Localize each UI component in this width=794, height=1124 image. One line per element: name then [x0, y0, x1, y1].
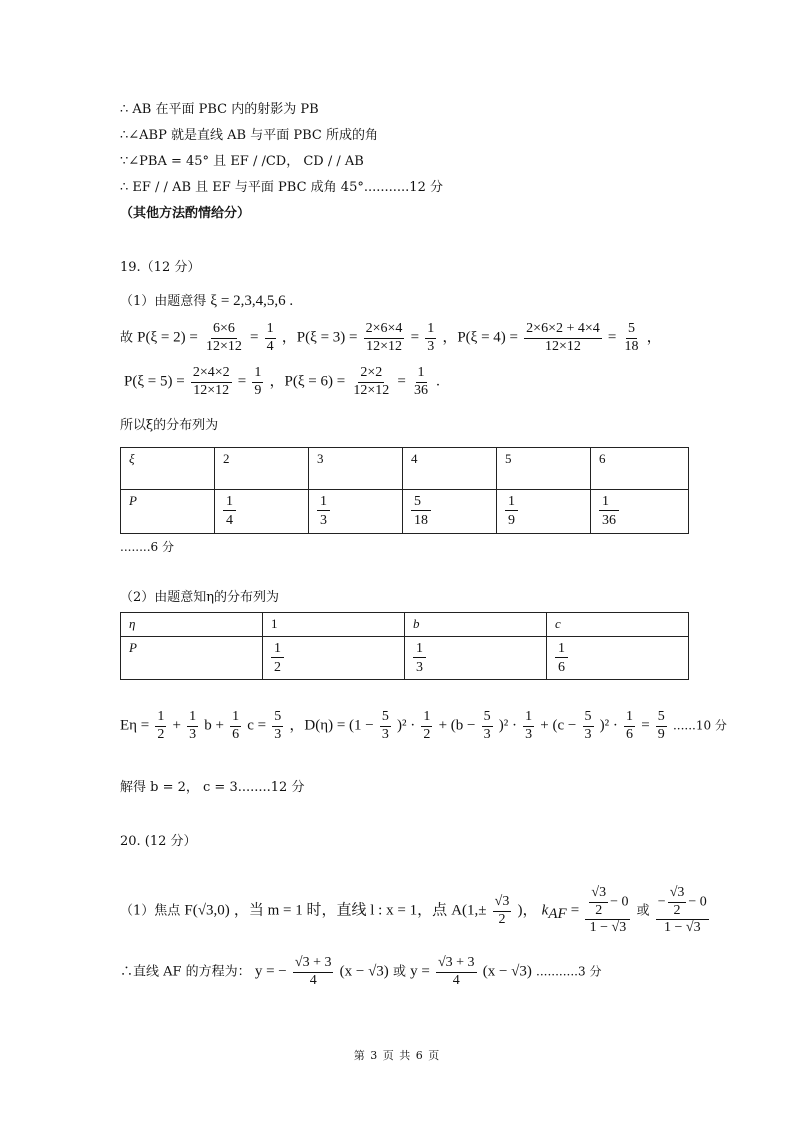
q19-part1: [120, 292, 293, 310]
table-row: [121, 613, 689, 637]
p2-result: $\frac{1}{4}$: [266, 321, 274, 354]
table-row: [121, 448, 689, 490]
table-cell: $\frac{1}{36}$: [591, 490, 689, 534]
table-cell: 2: [215, 448, 309, 490]
proof-line-1: ∴ AB 在平面 PBC 内的射影为 PB: [120, 102, 319, 117]
grading-note: （其他方法酌情给分）: [120, 206, 251, 221]
p6-frac: $\frac{2\times 2}{12\times 12}$: [353, 365, 390, 398]
q19-part1-intro: （1）由题意得: [120, 294, 207, 309]
line-af-equation: ∴直线 AF 的方程为： y = − $\frac{√3 + 3}{4}$ (x − √3) 或 y = $\frac{√3 + 3}{4}$ (x − √3) ...........3 分: [120, 955, 602, 988]
score-6: ........6 分: [120, 540, 174, 554]
table-cell: c: [547, 613, 689, 637]
table-cell: 4: [403, 448, 497, 490]
eta-distribution-table: [120, 612, 689, 680]
table-cell: 1: [263, 613, 405, 637]
q19-probabilities-row2: P(ξ = 5) = $\frac{2\times 4\times 2}{12\times 12}$ = $\frac{1}{9}$ ，P(ξ = 6) = $\frac{2\times 2}{12\times 12}$ = $\frac{1}{36}$ .: [124, 365, 440, 398]
p5-lhs: P(ξ = 5) =: [124, 373, 185, 390]
p3-lhs: ，P(ξ = 3) =: [281, 329, 358, 346]
expectation-variance-line: Eη = $\frac{1}{2}$ + $\frac{1}{3}$ b + $\frac{1}{6}$ c = $\frac{5}{3}$ ，D(η) = (1 − $\frac{5}{3}$ )² · $\frac{1}{2}$ + (b − $\frac{5}{3}$ )² · $\frac{1}{3}$ + (c − $\frac{5}{3}$ )² · $\frac{1}{6}$ = $\frac{5}{9}$ ......10 分: [120, 709, 727, 742]
table-cell: 6: [591, 448, 689, 490]
p3-result: $\frac{1}{3}$: [427, 321, 435, 354]
slope-fraction-2: − $\frac{√3}{2}$ − 0 1 − √3: [657, 885, 707, 936]
q20-part1: （1）焦点 F(√3,0) ，当 m = 1 时，直线 l : x = 1，点 A(1,± $\frac{√3}{2}$ )， $k_{AF}$ = $\frac{√3}{2}$ − 0 1 − √3 或 − $\frac{√3}{2}$ − 0 1 − √3: [120, 885, 707, 936]
dist-intro: 所以ξ的分布列为: [120, 418, 219, 433]
table-cell: 3: [309, 448, 403, 490]
gu-label: 故: [120, 330, 134, 346]
table-row: [121, 490, 689, 534]
table-row: [121, 637, 689, 680]
p2-frac: $\frac{6\times 6}{12\times 12}$: [206, 321, 242, 354]
solve-line: 解得 b = 2， c = 3........12 分: [120, 780, 305, 795]
q19-heading: 19.（12 分）: [120, 260, 201, 275]
proof-line-3: ∵∠PBA = 45° 且 EF / /CD， CD / / AB: [120, 154, 364, 169]
q19-probabilities-row1: 故 P(ξ = 2) = $\frac{6\times 6}{12\times 12}$ = $\frac{1}{4}$ ，P(ξ = 3) = $\frac{2\times 6\times 4}{12\times 12}$ = $\frac{1}{3}$ ，P(ξ = 4) = $\frac{2\times 6\times 2 + 4\times 4}{12\times 12}$ = $\frac{5}{18}$ ，: [120, 321, 662, 354]
p2-lhs: P(ξ = 2) =: [137, 329, 198, 346]
table-cell: ξ: [121, 448, 215, 490]
q19-xi-values: ξ = 2,3,4,5,6 .: [210, 293, 294, 309]
p5-frac: $\frac{2\times 4\times 2}{12\times 12}$: [192, 365, 230, 398]
p3-frac: $\frac{2\times 6\times 4}{12\times 12}$: [365, 321, 403, 354]
p5-result: $\frac{1}{9}$: [254, 365, 262, 398]
slope-fraction-1: $\frac{√3}{2}$ − 0 1 − √3: [585, 886, 630, 936]
table-cell: $\frac{1}{3}$: [309, 490, 403, 534]
table-cell: $\frac{5}{18}$: [403, 490, 497, 534]
part2-intro: （2）由题意知η的分布列为: [120, 590, 280, 605]
table-cell: η: [121, 613, 263, 637]
table-cell: P: [121, 490, 215, 534]
p6-result: $\frac{1}{36}$: [414, 365, 429, 398]
proof-line-4: ∴ EF / / AB 且 EF 与平面 PBC 成角 45°...........12 分: [120, 180, 443, 195]
p6-lhs: ，P(ξ = 6) =: [269, 373, 346, 390]
table-cell: $\frac{1}{6}$: [547, 637, 689, 680]
table-cell: P: [121, 637, 263, 680]
xi-distribution-table: [120, 447, 689, 534]
table-cell: $\frac{1}{3}$: [405, 637, 547, 680]
table-cell: $\frac{1}{2}$: [263, 637, 405, 680]
table-cell: b: [405, 613, 547, 637]
proof-line-2: ∴∠ABP 就是直线 AB 与平面 PBC 所成的角: [120, 128, 378, 143]
p4-lhs: ，P(ξ = 4) =: [442, 329, 519, 346]
q20-heading: 20. (12 分）: [120, 834, 197, 849]
table-cell: 5: [497, 448, 591, 490]
table-cell: $\frac{1}{9}$: [497, 490, 591, 534]
p4-frac: $\frac{2\times 6\times 2 + 4\times 4}{12\times 12}$: [526, 321, 600, 354]
page-footer: 第 3 页 共 6 页: [353, 1049, 441, 1062]
p4-result: $\frac{5}{18}$: [624, 321, 639, 354]
table-cell: $\frac{1}{4}$: [215, 490, 309, 534]
